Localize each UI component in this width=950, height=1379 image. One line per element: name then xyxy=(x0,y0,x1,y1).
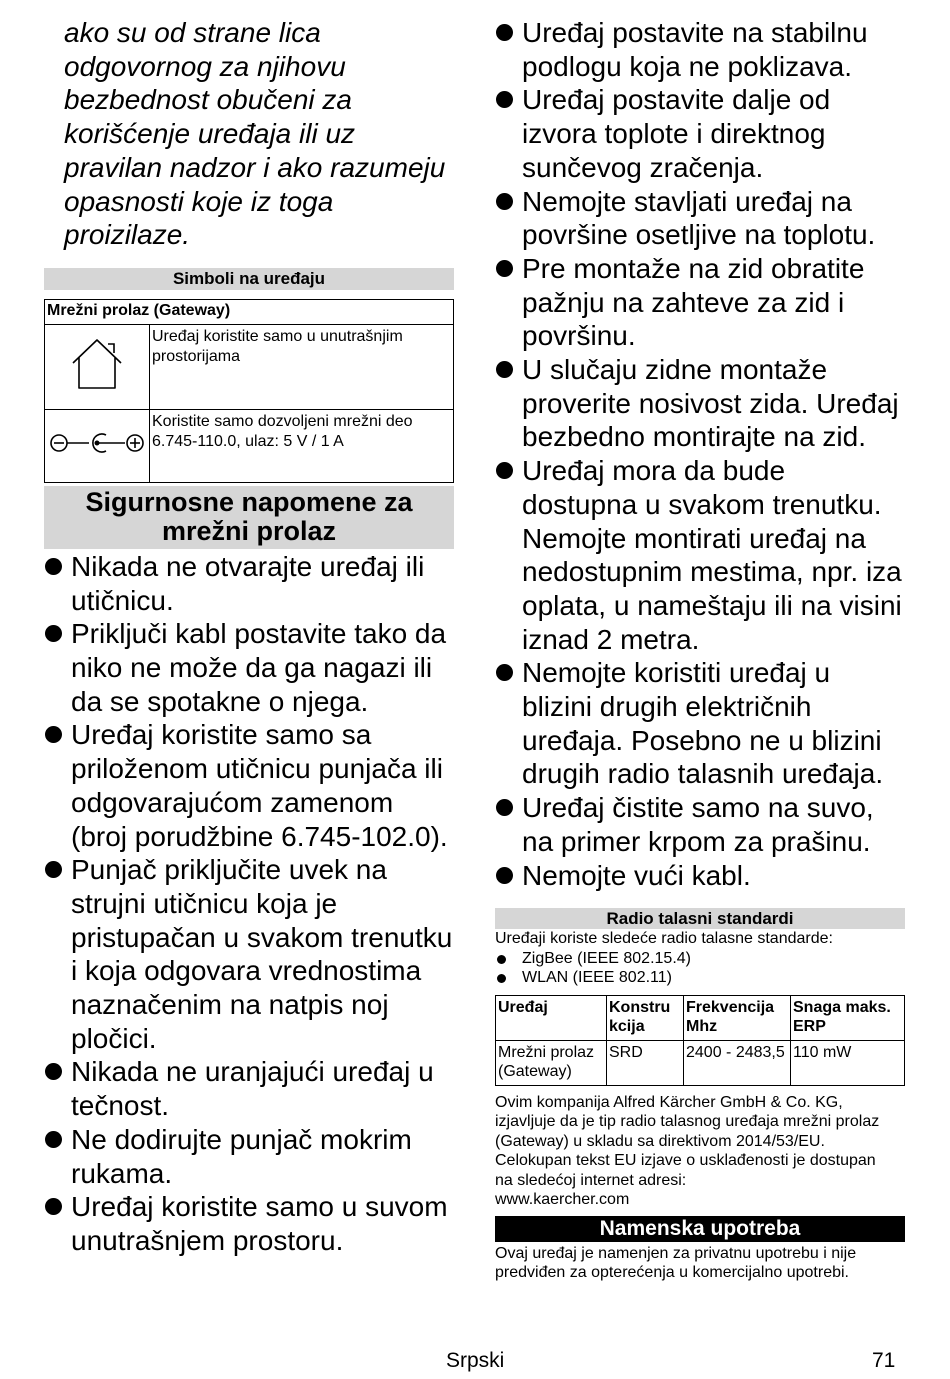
list-item: Uređaj koristite samo sa priloženom utičnicu punjača ili odgovarajućom zamenom (broj porudžbine 6.745-102.0). xyxy=(44,718,454,853)
list-item: Nikada ne uranjajući uređaj u tečnost. xyxy=(44,1055,454,1122)
symbol-description: Uređaj koristite samo u unutrašnjim prostorijama xyxy=(150,324,454,409)
table-row xyxy=(496,1040,905,1085)
bullet-icon xyxy=(497,974,506,983)
list-item: Priključi kabl postavite tako da niko ne može da ga nagazi ili da se spotakne o njega. xyxy=(44,617,454,718)
intended-use-text: Ovaj uređaj je namenjen za privatnu upotrebu i nije predviđen za opterećenja u komercijalno upotrebi. xyxy=(495,1244,857,1282)
bullet-icon xyxy=(496,361,513,378)
list-item: Uređaj mora da bude dostupna u svakom trenutku. Nemojte montirati uređaj na nedostupnim mestima, npr. iza oplata, u nameštaju ili na visini iznad 2 metra. xyxy=(495,454,905,656)
dc-polarity-icon xyxy=(49,442,145,459)
bullet-icon xyxy=(45,726,62,743)
table-row xyxy=(45,409,454,482)
table-header-row xyxy=(496,995,905,1040)
radio-heading: Radio talasni standardi xyxy=(495,908,905,929)
safety-heading: Sigurnosne napomene za mrežni prolaz xyxy=(44,486,454,549)
table-cell: 2400 - 2483,5 xyxy=(684,1040,791,1085)
list-item: Punjač priključite uvek na strujni utičnicu koja je pristupačan u svakom trenutku i koja odgovara vrednostima naznačenim na natpis noj pločici. xyxy=(44,853,454,1055)
list-item: WLAN (IEEE 802.11) xyxy=(495,968,905,988)
list-item: Uređaj postavite na stabilnu podlogu koja ne poklizava. xyxy=(495,16,905,83)
bullet-icon xyxy=(496,260,513,277)
symbols-table xyxy=(44,299,454,483)
table-cell: SRD xyxy=(607,1040,684,1085)
radio-standards-list xyxy=(495,949,905,988)
list-item: Uređaj čistite samo na suvo, na primer krpom za prašinu. xyxy=(495,791,905,858)
bullet-icon xyxy=(45,625,62,642)
bullet-icon xyxy=(496,799,513,816)
list-item: Uređaj koristite samo u suvom unutrašnjem prostoru. xyxy=(44,1190,454,1257)
bullet-icon xyxy=(45,861,62,878)
bullet-icon xyxy=(45,1131,62,1148)
page-number: 71 xyxy=(872,1349,896,1372)
table-cell: Mrežni prolaz (Gateway) xyxy=(496,1040,607,1085)
list-item: Nemojte koristiti uređaj u blizini drugih električnih uređaja. Posebno ne u blizini drugih radio talasnih uređaja. xyxy=(495,656,905,791)
list-item: U slučaju zidne montaže proverite nosivost zida. Uređaj bezbedno montirajte na zid. xyxy=(495,353,905,454)
intro-italic-text: ako su od strane lica odgovornog za njihovu bezbednost obučeni za korišćenje uređaja ili uz pravilan nadzor i ako razumeju opasnosti koje iz toga proizilaze. xyxy=(64,17,446,251)
column-header: Snaga maks. ERP xyxy=(791,995,905,1040)
symbols-heading: Simboli na uređaju xyxy=(44,268,454,290)
list-item: Ne dodirujte punjač mokrim rukama. xyxy=(44,1123,454,1190)
list-item: Uređaj postavite dalje od izvora toplote i direktnog sunčevog zračenja. xyxy=(495,83,905,184)
house-icon xyxy=(67,379,127,396)
left-bullet-list xyxy=(44,550,454,1258)
column-header: Uređaj xyxy=(496,995,607,1040)
bullet-icon xyxy=(497,955,506,964)
list-item: Nemojte stavljati uređaj na površine osetljive na toplotu. xyxy=(495,185,905,252)
column-header: Konstru kcija xyxy=(607,995,684,1040)
list-item: Pre montaže na zid obratite pažnju na zahteve za zid i površinu. xyxy=(495,252,905,353)
list-item: Nemojte vući kabl. xyxy=(495,859,905,893)
radio-intro: Uređaji koriste sledeće radio talasne standarde: xyxy=(495,930,833,948)
symbol-description: Koristite samo dozvoljeni mrežni deo 6.745-110.0, ulaz: 5 V / 1 A xyxy=(150,409,454,482)
bullet-icon xyxy=(45,558,62,575)
conformity-declaration: Ovim kompanija Alfred Kärcher GmbH & Co. KG, izjavljuje da je tip radio talasnog uređaja mrežni prolaz (Gateway) u skladu sa direktivom 2014/53/EU. Celokupan tekst EU izjave o usklađenosti je dostupan na sledećoj internet adresi: www.kaercher.com xyxy=(495,1093,880,1209)
right-bullet-list xyxy=(495,16,905,892)
column-header: Frekvencija Mhz xyxy=(684,995,791,1040)
table-cell: 110 mW xyxy=(791,1040,905,1085)
left-column xyxy=(44,16,454,1258)
table-row xyxy=(45,324,454,409)
bullet-icon xyxy=(496,664,513,681)
bullet-icon xyxy=(496,193,513,210)
bullet-icon xyxy=(496,867,513,884)
right-column xyxy=(495,16,905,1283)
list-item: Nikada ne otvarajte uređaj ili utičnicu. xyxy=(44,550,454,617)
bullet-icon xyxy=(496,24,513,41)
bullet-icon xyxy=(45,1063,62,1080)
list-item: ZigBee (IEEE 802.15.4) xyxy=(495,949,905,969)
bullet-icon xyxy=(45,1198,62,1215)
intended-use-heading: Namenska upotreba xyxy=(495,1216,905,1242)
footer-language: Srpski xyxy=(446,1349,505,1372)
radio-table xyxy=(495,995,905,1086)
symbols-table-header: Mrežni prolaz (Gateway) xyxy=(45,299,454,324)
bullet-icon xyxy=(496,91,513,108)
bullet-icon xyxy=(496,462,513,479)
